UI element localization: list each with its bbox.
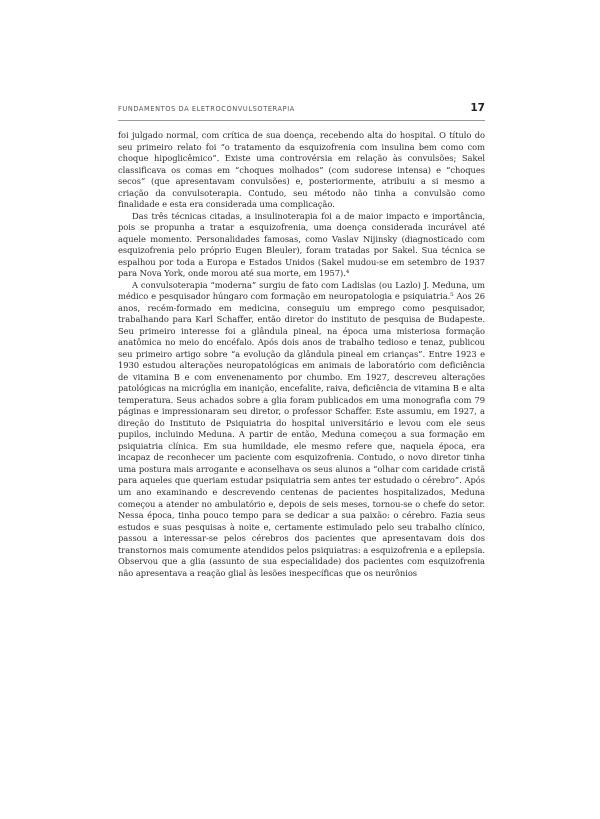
- running-title: FUNDAMENTOS DA ELETROCONVULSOTERAPIA: [118, 105, 295, 113]
- body-text: [118, 130, 485, 579]
- paragraph: foi julgado normal, com crítica de sua doença, recebendo alta do hospital. O título do seu primeiro relato foi “o tratamento da esquizofrenia com insulina bem como com choque hipoglicêmico”. Existe uma controvérsia em relação às convulsões; Sakel classificava os comas em “choques molhados” (com sudorese intensa) e “choques secos” (que apresentavam convulsões) e, posteriormente, atribuiu a si mesmo a criação da convulsoterapia. Contudo, seu método não tinha a convulsão como finalidade e esta era considerada uma complicação.: [118, 130, 485, 210]
- page-number: 17: [470, 102, 485, 114]
- header-rule: [118, 120, 485, 121]
- running-head: [118, 102, 485, 118]
- paragraph: Das três técnicas citadas, a insulinoterapia foi a de maior impacto e importância, pois se propunha a tratar a esquizofrenia, uma doença considerada incurável até aquele momento. Personalidades famosas, como Vaslav Nijinsky (diagnosticado com esquizofrenia pelo próprio Eugen Bleuler), foram tratadas por Sakel. Sua técnica se espalhou por toda a Europa e Estados Unidos (Sakel mudou-se em setembro de 1937 para Nova York, onde morou até sua morte, em 1957).⁴: [118, 210, 485, 279]
- paragraph: A convulsoterapia “moderna” surgiu de fato com Ladislas (ou Lazlo) J. Meduna, um médico e pesquisador húngaro com formação em neuropatologia e psiquiatria.⁵ Aos 26 anos, recém-formado em medicina, conseguiu um emprego como pesquisador, trabalhando para Karl Schaffer, então diretor do instituto de pesquisa de Budapeste. Seu primeiro interesse foi a glândula pineal, na época uma misteriosa formação anatômica no meio do encéfalo. Após dois anos de trabalho tedioso e tenaz, publicou seu primeiro artigo sobre “a evolução da glândula pineal em crianças”. Entre 1923 e 1930 estudou alterações neuropatológicas em animais de laboratório com deficiência de vitamina B e com envenenamento por chumbo. Em 1927, descreveu alterações patológicas na micróglia em inanição, encefalite, raiva, deficiência de vitamina B e alta temperatura. Seus achados sobre a glia foram publicados em uma monografia com 79 páginas e impressionaram seu diretor, o professor Schaffer. Este assumiu, em 1927, a direção do Instituto de Psiquiatria do hospital universitário e levou com ele seus pupilos, incluindo Meduna. A partir de então, Meduna começou a sua formação em psiquiatria clínica. Em sua humildade, ele mesmo refere que, naquela época, era incapaz de reconhecer um paciente com esquizofrenia. Contudo, o novo diretor tinha uma postura mais arrogante e aconselhava os seus alunos a “olhar com caridade cristã para aqueles que queriam estudar psiquiatria sem antes ter estudado o cérebro”. Após um ano examinando e descrevendo centenas de pacientes hospitalizados, Meduna começou a atender no ambulatório e, depois de seis meses, tornou-se o chefe do setor. Nessa época, tinha pouco tempo para se dedicar a sua paixão: o cérebro. Fazia seus estudos e suas pesquisas à noite e, certamente estimulado pelo seu trabalho clínico, passou a interessar-se pelos cérebros dos pacientes que apresentavam dois dos transtornos mais comumente atendidos pelos psiquiatras: a esquizofrenia e a epilepsia. Observou que a glia (assunto de sua especialidade) dos pacientes com esquizofrenia não apresentava a reação glial às lesões inespecíficas que os neurônios: [118, 279, 485, 578]
